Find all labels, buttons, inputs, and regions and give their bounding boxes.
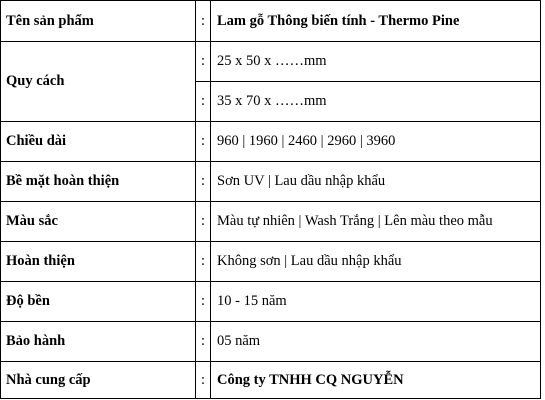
row-separator: : [196,1,211,42]
row-label: Chiều dài [1,122,196,162]
row-separator: : [196,42,211,82]
table-row-durability [1,282,541,322]
row-label: Bề mặt hoàn thiện [1,162,196,202]
row-label: Tên sản phẩm [1,1,196,42]
row-label: Nhà cung cấp [1,362,196,399]
row-value: Sơn UV | Lau dầu nhập khẩu [211,162,541,202]
row-label: Độ bền [1,282,196,322]
row-value: 960 | 1960 | 2460 | 2960 | 3960 [211,122,541,162]
row-value: Màu tự nhiên | Wash Trắng | Lên màu theo mẫu [211,202,541,242]
row-label: Hoàn thiện [1,242,196,282]
table-row-length [1,122,541,162]
row-value: 35 x 70 x ……mm [211,82,541,122]
table-row-supplier [1,362,541,399]
row-value: 05 năm [211,322,541,362]
row-value: Lam gỗ Thông biến tính - Thermo Pine [211,1,541,42]
row-separator: : [196,282,211,322]
row-label: Màu sắc [1,202,196,242]
row-separator: : [196,242,211,282]
table-row-product-name [1,1,541,42]
table-row-surface [1,162,541,202]
row-separator: : [196,362,211,399]
table-row-finish [1,242,541,282]
table-row-warranty [1,322,541,362]
table-row-color [1,202,541,242]
row-separator: : [196,122,211,162]
row-value: 10 - 15 năm [211,282,541,322]
row-separator: : [196,162,211,202]
row-separator: : [196,82,211,122]
row-label: Quy cách [1,42,196,122]
table-row-dimensions [1,42,541,82]
row-value: 25 x 50 x ……mm [211,42,541,82]
row-separator: : [196,202,211,242]
row-separator: : [196,322,211,362]
row-value: Công ty TNHH CQ NGUYỄN [211,362,541,399]
row-value: Không sơn | Lau dầu nhập khẩu [211,242,541,282]
row-label: Bảo hành [1,322,196,362]
